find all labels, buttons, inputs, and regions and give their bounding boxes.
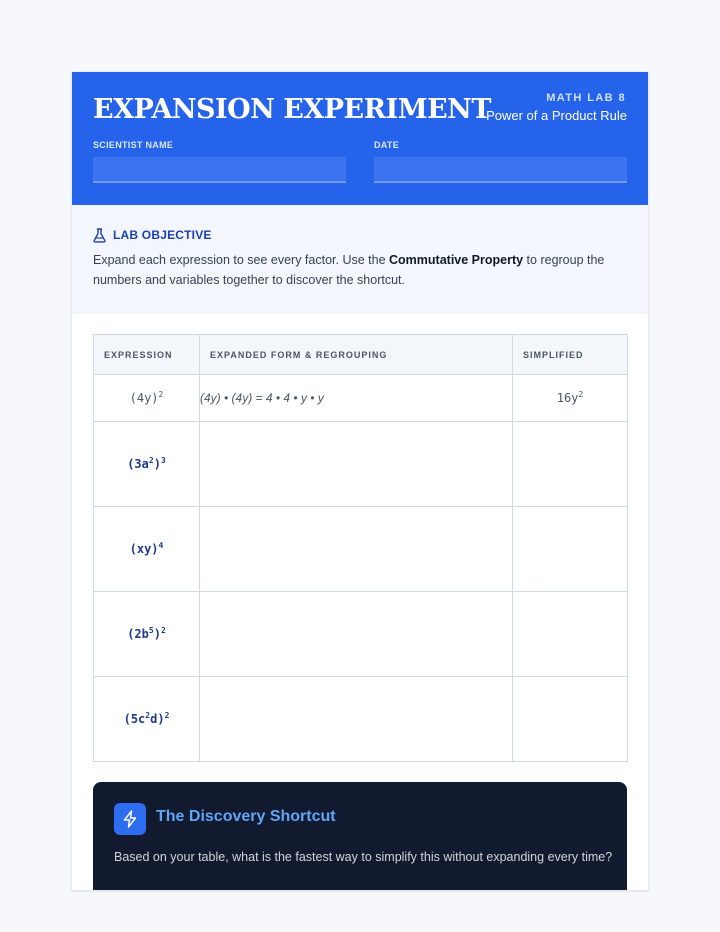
worksheet-title: EXPANSION EXPERIMENT (93, 94, 491, 125)
objective-text-emphasis: Commutative Property (389, 253, 524, 267)
expanded-answer-cell[interactable] (200, 592, 513, 677)
lab-subtitle: Power of a Product Rule (486, 108, 627, 123)
expression-part: ) (153, 627, 161, 641)
expression-part: (3a (127, 457, 149, 471)
table-row (94, 592, 628, 677)
lab-objective-heading (93, 227, 212, 243)
expression-part: (2b (127, 627, 149, 641)
expression-part: (5c (123, 712, 146, 726)
simplified-answer-cell[interactable] (513, 592, 628, 677)
expanded-answer-cell[interactable] (200, 677, 513, 762)
expression-exponent: 2 (160, 626, 166, 635)
flask-icon (93, 228, 106, 243)
expanded-answer-cell[interactable] (200, 422, 513, 507)
expression-part: d) (150, 712, 165, 726)
discovery-shortcut-card (93, 782, 627, 890)
expression-cell (94, 422, 200, 507)
discovery-title: The Discovery Shortcut (156, 808, 336, 825)
simplified-answer-cell[interactable] (513, 422, 628, 507)
objective-text-start: Expand each expression to see every factor. Use the (93, 253, 390, 267)
table-row (94, 677, 628, 762)
table-row-example (94, 375, 628, 422)
simplified-base: 16y (556, 391, 579, 405)
expression-cell (94, 507, 200, 592)
simplified-answer-cell[interactable] (513, 677, 628, 762)
expression-exponent: 3 (160, 456, 166, 465)
lab-number: MATH LAB 8 (546, 92, 626, 104)
expression-exponent: 4 (158, 541, 164, 550)
expression-base: (4y) (129, 391, 159, 405)
expression-exponent: 2 (145, 711, 151, 720)
expression-exponent: 2 (164, 711, 170, 720)
lab-objective-title: LAB OBJECTIVE (113, 228, 212, 242)
discovery-prompt: Based on your table, what is the fastest way to simplify this without expanding every time? (114, 850, 613, 864)
table-header-row (94, 335, 628, 375)
expression-exponent: 2 (158, 390, 164, 399)
example-simplified (513, 375, 628, 422)
expansion-table (93, 334, 628, 762)
lightning-bolt-icon (122, 810, 138, 828)
expression-cell (94, 592, 200, 677)
expression-cell (94, 677, 200, 762)
date-label: DATE (374, 140, 400, 150)
expanded-answer-cell[interactable] (200, 507, 513, 592)
lab-objective-text (93, 250, 633, 290)
objective-text-end: to regroup the numbers and variables together to discover the shortcut. (93, 253, 605, 287)
table-row (94, 507, 628, 592)
scientist-name-label: SCIENTIST NAME (93, 140, 174, 150)
worksheet-header (72, 72, 648, 205)
table-row (94, 422, 628, 507)
lab-objective-section (72, 205, 648, 314)
simplified-answer-cell[interactable] (513, 507, 628, 592)
expression-exponent: 2 (148, 456, 154, 465)
header-expression: EXPRESSION (94, 335, 200, 375)
scientist-name-input[interactable] (93, 157, 346, 183)
simplified-exponent: 2 (578, 390, 584, 399)
date-input[interactable] (374, 157, 627, 183)
expression-part: (xy) (129, 542, 159, 556)
discovery-icon-badge (114, 803, 146, 835)
expression-exponent: 5 (148, 626, 154, 635)
header-expanded-form: EXPANDED FORM & REGROUPING (200, 335, 513, 375)
expression-part: ) (153, 457, 161, 471)
example-expanded-form: (4y) • (4y) = 4 • 4 • y • y (200, 375, 513, 422)
header-simplified: SIMPLIFIED (513, 335, 628, 375)
worksheet (72, 72, 648, 890)
example-expression (94, 375, 200, 422)
